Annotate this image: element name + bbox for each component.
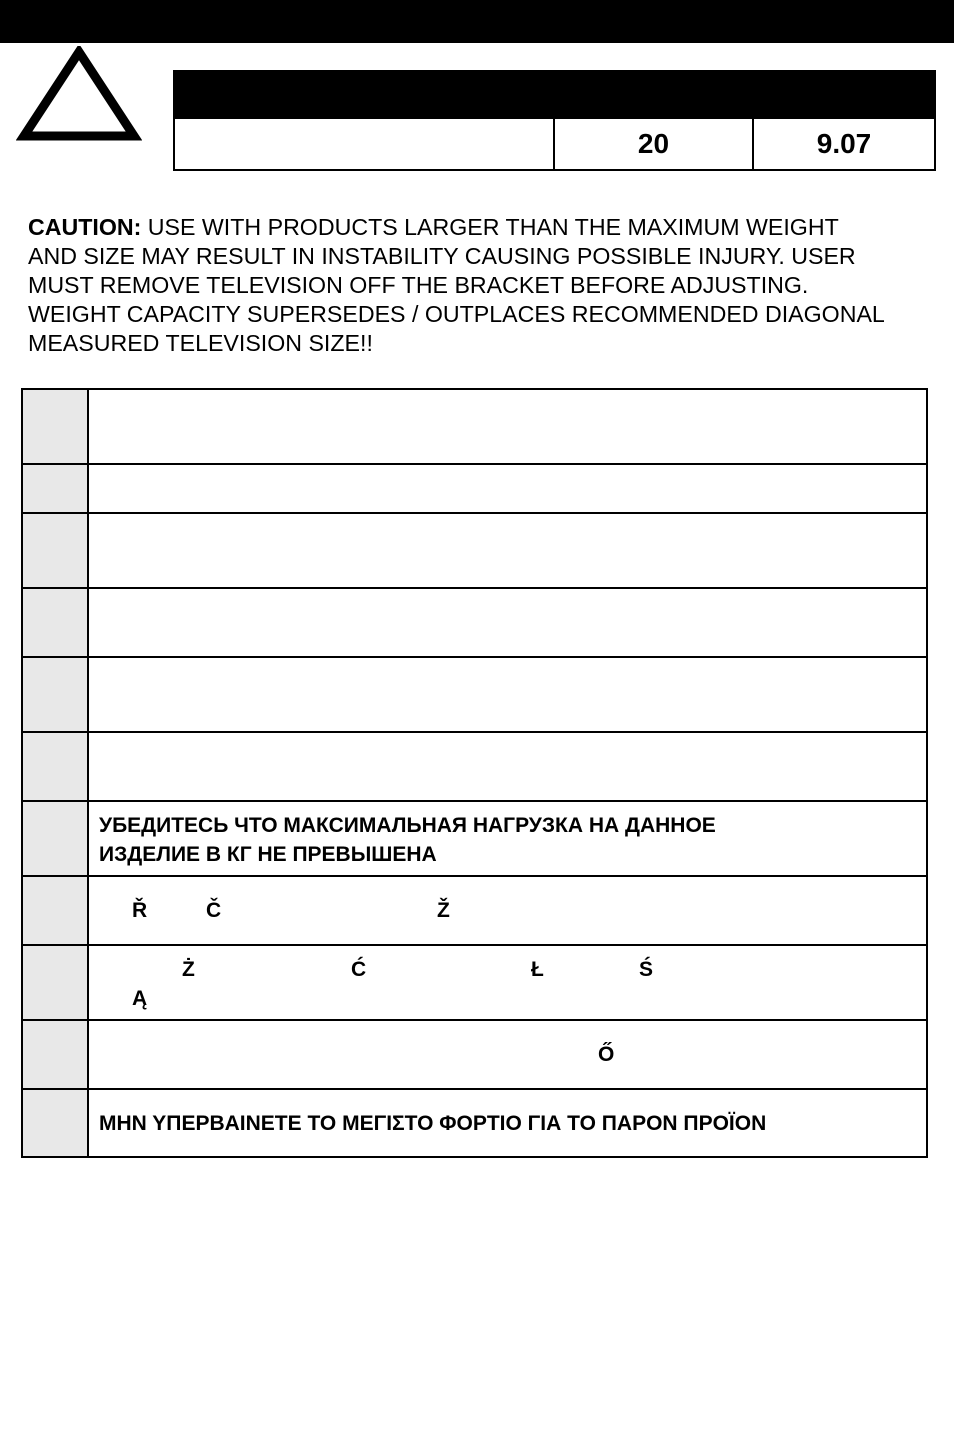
warning-text-cell	[91, 658, 926, 732]
language-code-cell	[23, 946, 89, 1019]
polish-glyph: Ł	[531, 958, 544, 981]
table-row-hungarian	[23, 1021, 926, 1088]
polish-glyph: Ą	[132, 987, 148, 1010]
warning-text-cell	[91, 733, 926, 800]
warning-text-cell	[91, 589, 926, 657]
spec-table-row	[175, 119, 934, 169]
table-row	[23, 465, 926, 513]
language-code-cell	[23, 390, 89, 464]
weight-spec-table	[173, 70, 936, 171]
header-bar	[0, 0, 954, 43]
language-code-cell	[23, 1021, 89, 1088]
greek-line: ΜΗΝ ΥΠΕΡΒΑΙΝΕΤΕ ΤΟ ΜΕΓΙΣΤΟ ΦΟΡΤΙΟ ΓΙΑ ΤΟ ΠΑΡΟΝ ΠΡΟΪΟΝ	[99, 1112, 767, 1135]
caution-line-2: AND SIZE MAY RESULT IN INSTABILITY CAUSING POSSIBLE INJURY. USER	[28, 243, 856, 269]
warning-text-polish	[91, 946, 926, 1019]
warning-text-greek	[91, 1090, 926, 1156]
max-weight-kg: 9.07	[816, 128, 872, 159]
multilingual-warning-table	[21, 388, 928, 1158]
caution-label: CAUTION:	[28, 214, 142, 240]
table-row	[23, 658, 926, 732]
table-row-czech	[23, 877, 926, 944]
czech-glyph: Ř	[132, 899, 148, 922]
language-code-cell	[23, 658, 89, 732]
russian-line-1: УБЕДИТЕСЬ ЧТО МАКСИМАЛЬНАЯ НАГРУЗКА НА ДАННОЕ	[99, 814, 716, 837]
spec-table-header	[175, 72, 934, 119]
russian-line-2: ИЗДЕЛИЕ В КГ НЕ ПРЕВЫШЕНА	[99, 843, 437, 866]
spec-label-cell	[175, 119, 555, 169]
language-code-cell	[23, 589, 89, 657]
polish-glyph: Ż	[182, 958, 195, 981]
table-row	[23, 390, 926, 464]
language-code-cell	[23, 514, 89, 587]
table-row	[23, 589, 926, 657]
max-weight-lbs: 20	[555, 119, 754, 169]
language-code-cell	[23, 733, 89, 800]
warning-text-hungarian	[91, 1021, 926, 1088]
warning-text-cell	[91, 390, 926, 464]
caution-line-1: USE WITH PRODUCTS LARGER THAN THE MAXIMUM WEIGHT	[141, 214, 839, 240]
caution-line-3: MUST REMOVE TELEVISION OFF THE BRACKET BEFORE ADJUSTING.	[28, 272, 809, 298]
language-code-cell	[23, 1090, 89, 1156]
warning-text-cell	[91, 514, 926, 587]
warning-triangle-icon	[16, 46, 142, 142]
caution-line-4: WEIGHT CAPACITY SUPERSEDES / OUTPLACES RECOMMENDED DIAGONAL	[28, 301, 885, 327]
warning-text-cell	[91, 465, 926, 513]
language-code-cell	[23, 465, 89, 513]
polish-glyph: Ć	[351, 958, 367, 981]
table-row-russian	[23, 802, 926, 875]
warning-text-czech	[91, 877, 926, 944]
czech-glyph: Ž	[437, 899, 450, 922]
czech-glyph: Č	[206, 899, 222, 922]
caution-line-5: MEASURED TELEVISION SIZE!!	[28, 330, 373, 356]
table-row	[23, 733, 926, 800]
hungarian-glyph: Ő	[598, 1043, 615, 1066]
table-row-polish	[23, 946, 926, 1019]
table-row-greek	[23, 1090, 926, 1156]
caution-paragraph	[28, 213, 933, 358]
language-code-cell	[23, 802, 89, 875]
language-code-cell	[23, 877, 89, 944]
table-row	[23, 514, 926, 587]
warning-text-russian	[91, 802, 926, 875]
polish-glyph: Ś	[639, 958, 654, 981]
